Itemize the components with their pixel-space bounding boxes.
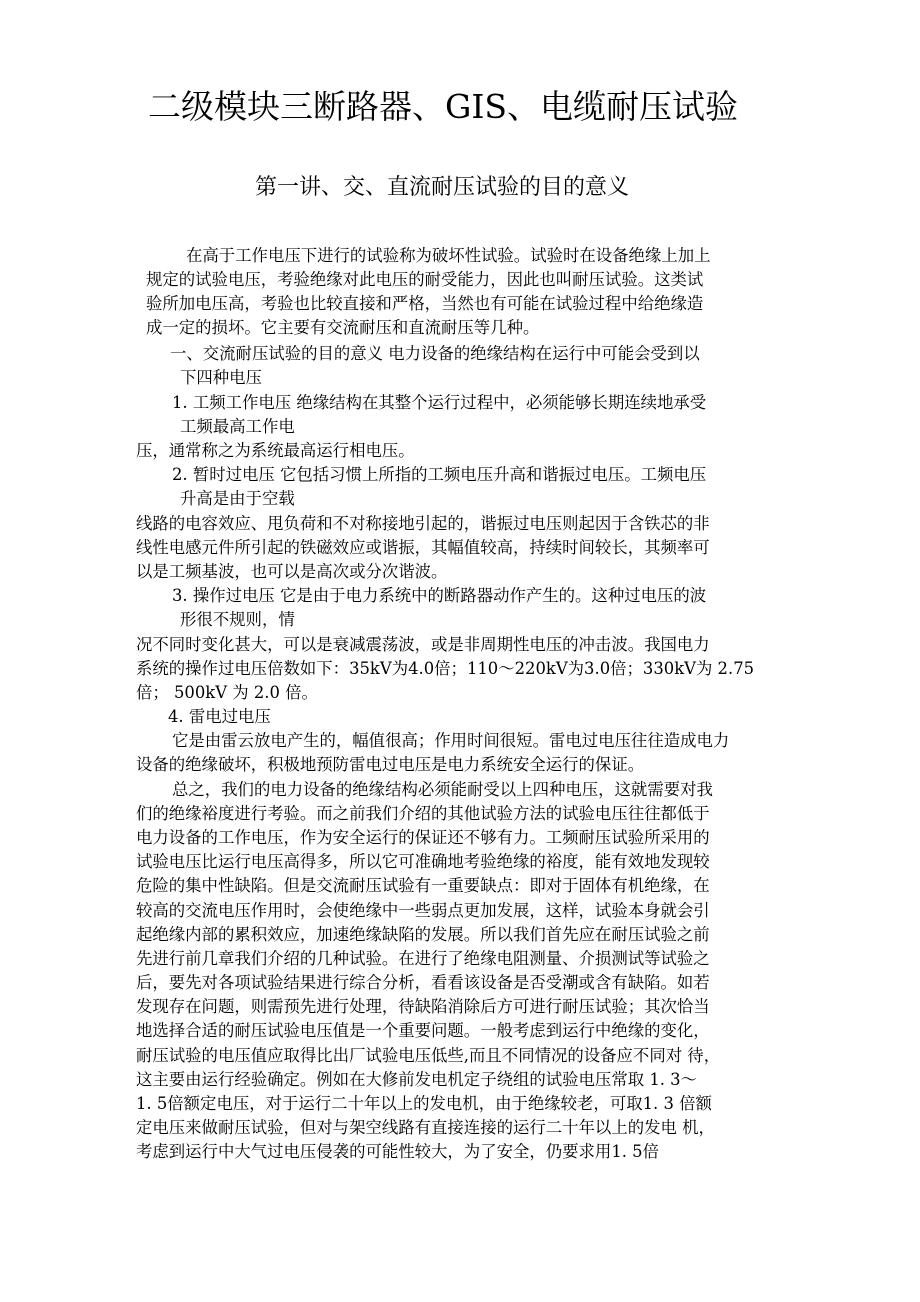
text-line: 工频最高工作电 [180, 417, 295, 436]
text-line: 升高是由于空载 [180, 489, 295, 508]
text-line: 规定的试验电压，考验绝缘对此电压的耐受能力，因此也叫耐压试验。这类试 [146, 270, 704, 289]
list-item-heading: 1. 工频工作电压 绝缘结构在其整个运行过程中，必须能够长期连续地承受 [172, 393, 707, 412]
text-line: 倍； 500kV 为 2.0 倍。 [136, 683, 318, 702]
text-line: 下四种电压 [180, 368, 262, 387]
text-line: 总之，我们的电力设备的绝缘结构必须能耐受以上四种电压，这就需要对我 [172, 780, 713, 799]
text-line: 危险的集中性缺陷。但是交流耐压试验有一重要缺点：即对于固体有机绝缘，在 [136, 876, 710, 895]
text-line: 电力设备的工作电压，作为安全运行的保证还不够有力。工频耐压试验所采用的 [136, 828, 710, 847]
text-line: 线路的电容效应、甩负荷和不对称接地引起的，谐振过电压则起因于含铁芯的非 [136, 514, 710, 533]
text-line: 线性电感元件所引起的铁磁效应或谐振，其幅值较高，持续时间较长，其频率可 [136, 538, 710, 557]
list-item-heading: 3. 操作过电压 它是由于电力系统中的断路器动作产生的。这种过电压的波 [172, 586, 707, 605]
text-line: 1. 5倍额定电压，对于运行二十年以上的发电机，由于绝缘较老，可取1. 3 倍额 [136, 1094, 712, 1113]
text-line: 耐压试验的电压值应取得比出厂试验电压低些,而且不同情况的设备应不同对 待， [136, 1046, 721, 1065]
text-line: 验所加电压高，考验也比较直接和严格，当然也有可能在试验过程中给绝缘造 [146, 294, 704, 313]
list-item-heading: 4. 雷电过电压 [168, 707, 271, 726]
text-line: 设备的绝缘破坏，积极地预防雷电过电压是电力系统安全运行的保证。 [136, 755, 645, 774]
text-line: 它是由雷云放电产生的，幅值很高；作用时间很短。雷电过电压往往造成电力 [172, 731, 730, 750]
text-line: 先进行前几章我们介绍的几种试验。在进行了绝缘电阻测量、介损测试等试验之 [136, 949, 710, 968]
document-title: 二级模块三断路器、GIS、电缆耐压试验 [148, 87, 739, 126]
text-line: 形很不规则，情 [180, 610, 295, 629]
text-line: 考虑到运行中大气过电压侵袭的可能性较大，为了安全，仍要求用1. 5倍 [136, 1142, 659, 1161]
text-line: 起绝缘内部的累积效应，加速绝缘缺陷的发展。所以我们首先应在耐压试验之前 [136, 925, 710, 944]
text-line: 较高的交流电压作用时，会使绝缘中一些弱点更加发展，这样，试验本身就会引 [136, 901, 710, 920]
text-line: 试验电压比运行电压高得多，所以它可准确地考验绝缘的裕度，能有效地发现较 [136, 852, 710, 871]
text-line: 系统的操作过电压倍数如下：35kV为4.0倍；110～220kV为3.0倍；330kV为 2.75 [136, 659, 755, 678]
text-line: 地选择合适的耐压试验电压值是一个重要问题。一般考虑到运行中绝缘的变化， [136, 1021, 710, 1040]
text-line: 压，通常称之为系统最高运行相电压。 [136, 441, 415, 460]
text-line: 们的绝缘裕度进行考验。而之前我们介绍的其他试验方法的试验电压往往都低于 [136, 804, 710, 823]
text-line: 这主要由运行经验确定。例如在大修前发电机定子绕组的试验电压常取 1. 3～ [136, 1070, 697, 1089]
text-line: 况不同时变化甚大，可以是衰减震荡波，或是非周期性电压的冲击波。我国电力 [136, 635, 710, 654]
text-line: 定电压来做耐压试验，但对与架空线路有直接连接的运行二十年以上的发电 机， [136, 1118, 715, 1137]
text-line: 后，要先对各项试验结果进行综合分析，看看该设备是否受潮或含有缺陷。如若 [136, 973, 710, 992]
text-line: 在高于工作电压下进行的试验称为破坏性试验。试验时在设备绝缘上加上 [186, 246, 711, 265]
section-heading: 一、交流耐压试验的目的意义 电力设备的绝缘结构在运行中可能会受到以 [170, 344, 700, 363]
list-item-heading: 2. 暂时过电压 它包括习惯上所指的工频电压升高和谐振过电压。工频电压 [172, 465, 707, 484]
lecture-subtitle: 第一讲、交、直流耐压试验的目的意义 [255, 175, 630, 200]
text-line: 成一定的损坏。它主要有交流耐压和直流耐压等几种。 [146, 318, 540, 337]
text-line: 以是工频基波，也可以是高次或分次谐波。 [136, 562, 448, 581]
text-line: 发现存在问题，则需预先进行处理，待缺陷消除后方可进行耐压试验；其次恰当 [136, 997, 710, 1016]
